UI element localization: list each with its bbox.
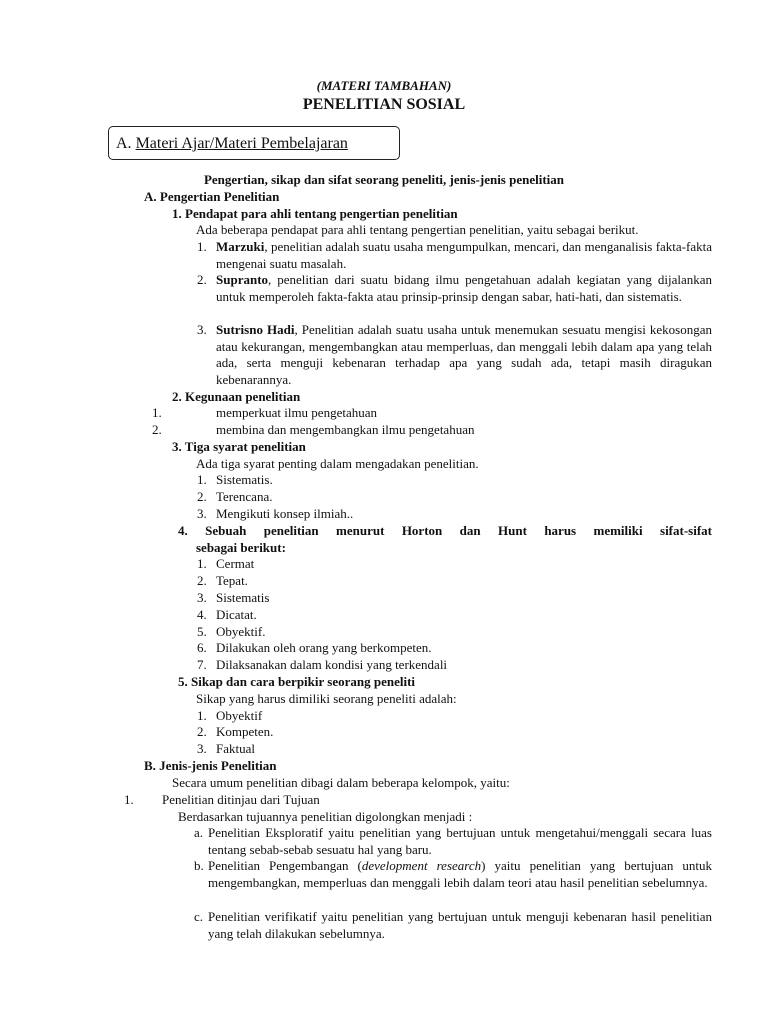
a5-heading: 5. Sikap dan cara berpikir seorang peneliti	[178, 674, 416, 689]
a5-item-text: Kompeten.	[216, 724, 274, 739]
a2-item-text: memperkuat ilmu pengetahuan	[216, 405, 378, 420]
b1-item-emphasis: development research	[361, 858, 482, 873]
a5-item-num: 1.	[197, 708, 207, 723]
a4-item-text: Tepat.	[216, 573, 248, 588]
doc-title: PENELITIAN SOSIAL	[302, 96, 466, 113]
section-b-intro: Secara umum penelitian dibagi dalam beberapa kelompok, yaitu:	[172, 775, 510, 790]
a4-item-text: Cermat	[216, 556, 255, 571]
a4-heading-line2: sebagai berikut:	[196, 540, 286, 555]
a2-item-num: 1.	[152, 405, 162, 420]
doc-subtitle: (MATERI TAMBAHAN)	[316, 78, 452, 93]
section-box-letter: A.	[116, 135, 132, 152]
a3-item-num: 3.	[197, 506, 207, 521]
a3-heading: 3. Tiga syarat penelitian	[172, 439, 306, 454]
a1-item	[216, 322, 712, 388]
a4-item-num: 2.	[197, 573, 207, 588]
a1-intro: Ada beberapa pendapat para ahli tentang pengertian penelitian, yaitu sebagai berikut.	[196, 222, 639, 237]
b1-intro: Berdasarkan tujuannya penelitian digolongkan menjadi :	[178, 809, 473, 824]
a4-item-num: 7.	[197, 657, 207, 672]
a4-item-num: 3.	[197, 590, 207, 605]
b1-item-text: Penelitian Pengembangan (	[208, 858, 362, 873]
b1-item-num: c.	[194, 909, 204, 924]
a3-item-text: Sistematis.	[216, 472, 273, 487]
b1-item	[208, 909, 712, 942]
a5-item-num: 3.	[197, 741, 207, 756]
a1-item-text: , penelitian adalah suatu usaha mengumpulkan, mencari, dan menganalisis fakta-fakta mengenai suatu masalah.	[216, 239, 712, 271]
a2-heading: 2. Kegunaan penelitian	[172, 389, 301, 404]
a1-item-num: 3.	[197, 322, 207, 337]
a1-item	[216, 239, 712, 272]
a5-item-num: 2.	[197, 724, 207, 739]
a4-item-text: Sistematis	[216, 590, 270, 605]
a4-item-num: 5.	[197, 624, 207, 639]
a4-item-text: Dilaksanakan dalam kondisi yang terkendali	[216, 657, 448, 672]
b1-item	[208, 825, 712, 858]
a1-item	[216, 272, 712, 305]
b1-num: 1.	[124, 792, 134, 807]
a4-item-num: 6.	[197, 640, 207, 655]
section-b-heading: B. Jenis-jenis Penelitian	[144, 758, 277, 773]
a4-item-num: 1.	[197, 556, 207, 571]
a1-item-name: Marzuki	[216, 239, 265, 254]
section-box-label	[116, 135, 348, 153]
b1-item-num: a.	[194, 825, 204, 840]
a3-item-text: Terencana.	[216, 489, 273, 504]
section-box-text: Materi Ajar/Materi Pembelajaran	[135, 135, 348, 152]
a1-item-text: , penelitian dari suatu bidang ilmu pengetahuan adalah kegiatan yang dijalankan untuk memperoleh fakta-fakta atau prinsip-prinsip dengan sabar, hati-hati, dan sistematis.	[216, 272, 712, 304]
a3-item-num: 2.	[197, 489, 207, 504]
a5-intro: Sikap yang harus dimiliki seorang peneliti adalah:	[196, 691, 457, 706]
a4-heading-line1: 4. Sebuah penelitian menurut Horton dan Hunt harus memiliki sifat-sifat	[178, 523, 712, 538]
b1-item-num: b.	[194, 858, 204, 873]
a3-intro: Ada tiga syarat penting dalam mengadakan penelitian.	[196, 456, 479, 471]
a1-item-text: , Penelitian adalah suatu usaha untuk menemukan sesuatu mengisi kekosongan atau kekurangan, mengembangkan atau memperluas, dan menggali lebih dalam apa yang telah ada, serta menguji kebenaran terhadap apa yang sudah ada, tetapi masih diragukan kebenarannya.	[216, 322, 712, 387]
b1-heading: Penelitian ditinjau dari Tujuan	[162, 792, 320, 807]
b1-item-text-after: ) yaitu penelitian yang bertujuan untuk mengembangkan, memperluas dan menggali lebih dalam teori atau hasil penelitian sebelumnya.	[208, 858, 712, 890]
topic-heading: Pengertian, sikap dan sifat seorang peneliti, jenis-jenis penelitian	[203, 172, 565, 187]
a1-item-name: Sutrisno Hadi	[216, 322, 295, 337]
a4-item-text: Obyektif.	[216, 624, 266, 639]
section-a-heading: A. Pengertian Penelitian	[144, 189, 280, 204]
b1-item-text: Penelitian Eksploratif yaitu penelitian yang bertujuan untuk mengetahui/menggali secara luas tentang sebab-sebab sesuatu hal yang baru.	[208, 825, 712, 857]
a1-item-num: 2.	[197, 272, 207, 287]
a1-item-num: 1.	[197, 239, 207, 254]
a3-item-num: 1.	[197, 472, 207, 487]
a1-item-name: Supranto	[216, 272, 269, 287]
a5-item-text: Obyektif	[216, 708, 263, 723]
b1-item-text: Penelitian verifikatif yaitu penelitian yang bertujuan untuk menguji kebenaran hasil penelitian yang telah dilakukan sebelumnya.	[208, 909, 712, 941]
a3-item-text: Mengikuti konsep ilmiah..	[216, 506, 354, 521]
a2-item-text: membina dan mengembangkan ilmu pengetahuan	[216, 422, 475, 437]
a1-heading: 1. Pendapat para ahli tentang pengertian penelitian	[172, 206, 458, 221]
a4-item-text: Dilakukan oleh orang yang berkompeten.	[216, 640, 432, 655]
a2-item-num: 2.	[152, 422, 162, 437]
b1-item	[208, 858, 712, 891]
a4-item-num: 4.	[197, 607, 207, 622]
a4-item-text: Dicatat.	[216, 607, 257, 622]
a5-item-text: Faktual	[216, 741, 255, 756]
